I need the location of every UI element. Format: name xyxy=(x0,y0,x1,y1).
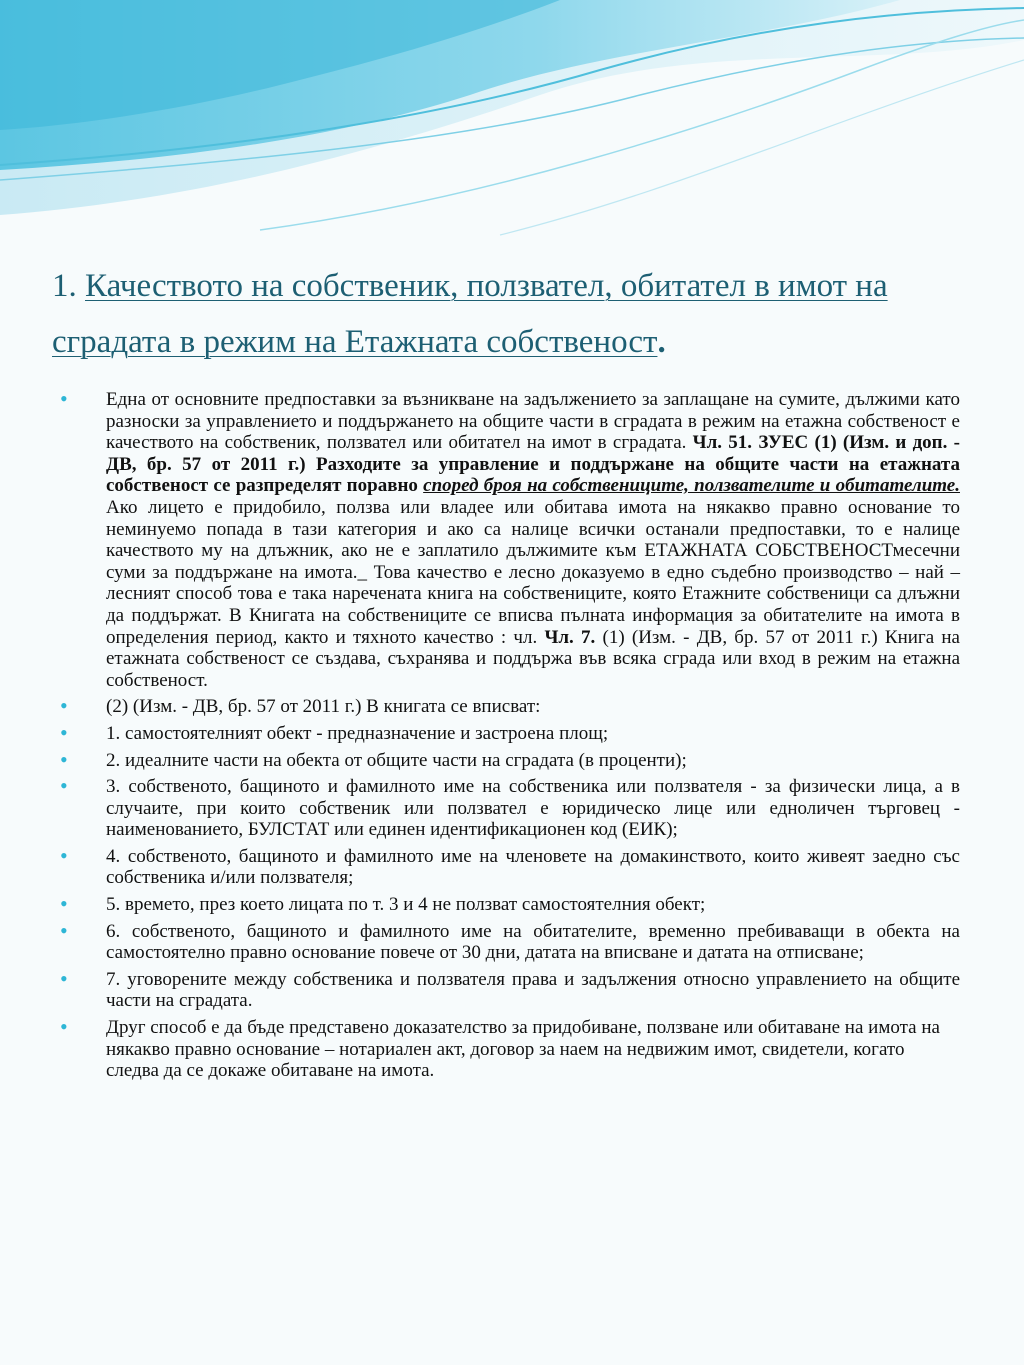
list-item-text: Друг способ е да бъде представено доказателство за придобиване, ползване или обитаване на имота на някакво правно основание – нотариален акт, договор за наем на недвижим имот, свидетели, когато следва да се докаже обитаване на имота. xyxy=(106,1017,940,1082)
list-item xyxy=(60,386,960,691)
list-item-text: 7. уговорените между собственика и ползвателя права и задължения относно управлението на общите части на сградата. xyxy=(106,968,960,1012)
law-article-51-emphasis: според броя на собствениците, ползвателите и обитателите. xyxy=(423,475,960,497)
bullet-dot-icon: • xyxy=(60,965,68,991)
bullet-dot-icon: • xyxy=(60,891,68,917)
bullet-dot-icon: • xyxy=(60,386,68,411)
title-number: 1. xyxy=(52,268,77,304)
law-article-7: Чл. 7. xyxy=(544,626,596,648)
bullet-dot-icon: • xyxy=(60,1014,68,1040)
list-item-text: (2) (Изм. - ДВ, бр. 57 от 2011 г.) В книгата се вписват: xyxy=(106,696,541,718)
title-text: Качеството на собственик, ползвател, обитател в имот на сградата в режим на Етажната собственост xyxy=(52,268,888,360)
list-item xyxy=(60,719,960,745)
list-item-text: 4. собственото, бащиното и фамилното име на членовете на домакинството, които живеят заедно със собственика и/или ползвателя; xyxy=(106,845,960,889)
slide-title xyxy=(52,258,982,370)
bullet-list xyxy=(60,386,960,1087)
list-item xyxy=(60,891,960,917)
bullet-dot-icon: • xyxy=(60,719,68,745)
bullet-dot-icon: • xyxy=(60,773,68,799)
paragraph-intro: Една от основните предпоставки за възникване на задължението за заплащане на сумите, дължими като разноски за управлението и поддържането на общите части в сградата в режим на етажна собственост е качеството на собственик, ползвател или обитател на имот в сградата. xyxy=(106,389,960,454)
decorative-wave-header xyxy=(0,0,1024,240)
bullet-dot-icon: • xyxy=(60,746,68,772)
bullet-dot-icon: • xyxy=(60,842,68,868)
wave-line-4 xyxy=(500,60,1024,235)
list-item xyxy=(60,965,960,1012)
bullet-dot-icon: • xyxy=(60,693,68,719)
list-item xyxy=(60,1014,960,1082)
paragraph-body: Ако лицето е придобило, ползва или владее или обитава имота на някакво правно основание то неминуемо попада в тази категория и ако са налице всички останали предпоставки, то е налице качеството му на длъжник, ако не е заплатило дължимите към ЕТАЖНАТА СОБСТВЕНОСТмесечни суми за поддържане на имота._ Това качество е лесно доказуемо в едно съдебно производство – най – лесният способ това е така наречената книга на собствениците, която Етажните собственици са длъжни да поддържат. В Книгата на собствениците се вписва пълната информация за обитателите на имота в определения период, както и тяхното качество : чл. xyxy=(106,496,960,648)
list-item xyxy=(60,746,960,772)
list-item-text: 5. времето, през което лицата по т. 3 и 4 не ползват самостоятелния обект; xyxy=(106,894,706,916)
list-item xyxy=(60,693,960,719)
list-item-text: 1. самостоятелният обект - предназначение и застроена площ; xyxy=(106,722,609,744)
list-item-text: 2. идеалните части на обекта от общите части на сградата (в проценти); xyxy=(106,749,687,771)
list-item xyxy=(60,773,960,841)
list-item-text: 6. собственото, бащиното и фамилното име на обитателите, временно пребиваващи в обекта на самостоятелно правно основание повече от 30 дни, датата на вписване и датата на отписване; xyxy=(106,920,960,964)
list-item xyxy=(60,842,960,889)
bullet-dot-icon: • xyxy=(60,917,68,943)
law-article-51: Чл. 51. ЗУЕС (1) (Изм. и доп. - ДВ, бр. 57 от 2011 г.) Разходите за управление и поддържане на общите части на етажната собственост се разпределят поравно xyxy=(106,432,960,497)
paragraph-end: (1) (Изм. - ДВ, бр. 57 от 2011 г.) Книга на етажната собственост се създава, съхранява и поддържа във всяка сграда или вход в режим на етажна собственост. xyxy=(106,626,960,691)
list-item-text: 3. собственото, бащиното и фамилното име на собственика или ползвателя - за физически лица, а в случаите, при които собственик или ползвател е юридическо лице или едноличен търговец - наименованието, БУЛСТАТ или единен идентификационен код (ЕИК); xyxy=(106,776,960,841)
list-item xyxy=(60,917,960,964)
title-period: . xyxy=(657,324,666,360)
